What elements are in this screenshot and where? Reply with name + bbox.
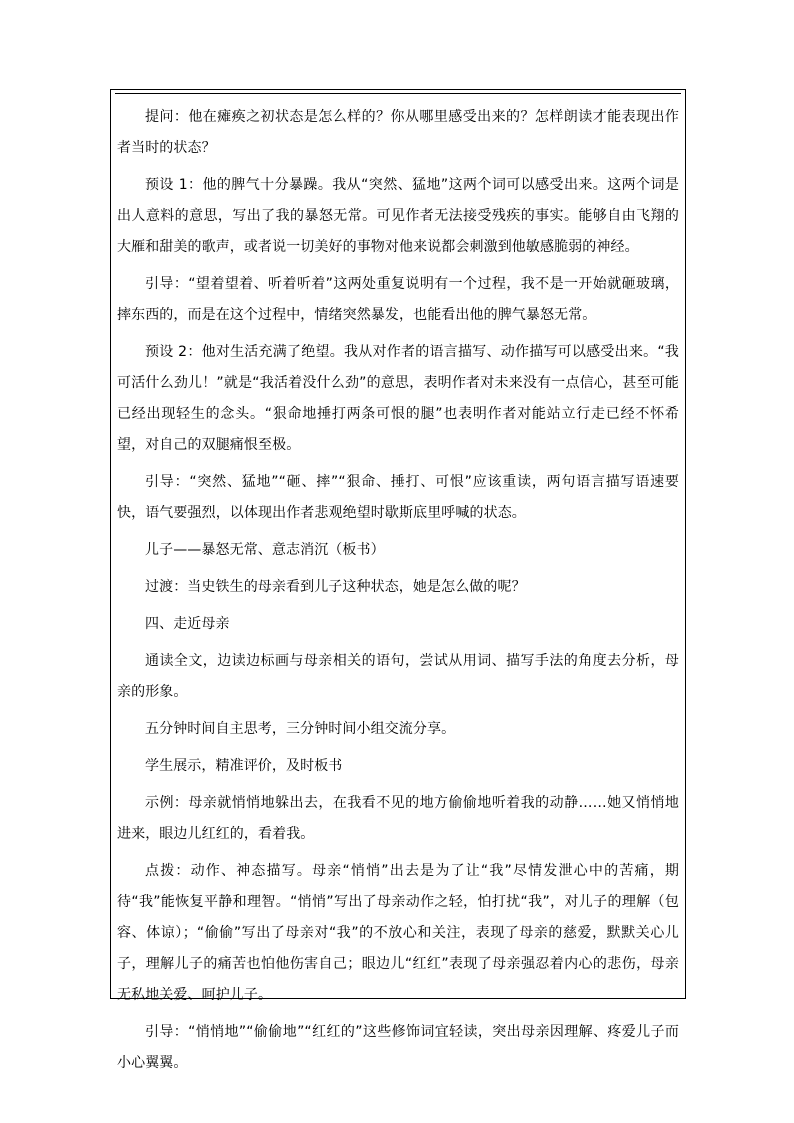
paragraph-guide-2: 引导：“突然、猛地”“砸、摔”“狠命、捶打、可恨”应该重读，两句语言描写语速要快，语气要强烈，以体现出作者悲观绝望时歇斯底里呼喊的状态。	[117, 474, 679, 521]
paragraph-preset-1: 预设 1：他的脾气十分暴躁。我从“突然、猛地”这两个词可以感受出来。这两个词是出人意料的意思，写出了我的暴怒无常。可见作者无法接受残疾的事实。能够自由飞翔的大雁和甜美的歌声，或者说一切美好的事物对他来说都会刺激到他敏感脆弱的神经。	[117, 177, 679, 255]
lesson-text	[117, 102, 679, 1085]
paragraph-transition: 过渡：当史铁生的母亲看到儿子这种状态，她是怎么做的呢？	[145, 579, 526, 595]
paragraph-board-note: 儿子——暴怒无常、意志消沉（板书）	[145, 542, 385, 558]
paragraph-pointer: 点拨：动作、神态描写。母亲“悄悄”出去是为了让“我”尽情发泄心中的苦痛，期待“我”能恢复平静和理智。“悄悄”写出了母亲动作之轻，怕打扰“我”，对儿子的理解（包容、体谅）；“偷偷”写出了母亲对“我”的不放心和关注，表现了母亲的慈爱，默默关心儿子，理解儿子的痛苦也怕他伤害自己；眼边儿“红红”表现了母亲强忍着内心的悲伤，母亲无私地关爱、呵护儿子。	[117, 863, 679, 1003]
paragraph-example: 示例：母亲就悄悄地躲出去，在我看不见的地方偷偷地听着我的动静……她又悄悄地进来，眼边儿红红的，看着我。	[117, 795, 679, 842]
paragraph-guide-3: 引导：“悄悄地”“偷偷地”“红红的”这些修饰词宜轻读，突出母亲因理解、疼爱儿子而小心翼翼。	[117, 1024, 679, 1071]
paragraph-time-plan: 五分钟时间自主思考，三分钟时间小组交流分享。	[145, 721, 456, 737]
paragraph-reading-task: 通读全文，边读边标画与母亲相关的语句，尝试从用词、描写手法的角度去分析，母亲的形象。	[117, 653, 679, 700]
paragraph-guide-1: 引导：“望着望着、听着听着”这两处重复说明有一个过程，我不是一开始就砸玻璃，摔东西的，而是在这个过程中，情绪突然暴发，也能看出他的脾气暴怒无常。	[117, 276, 679, 323]
section-heading-mother: 四、走近母亲	[145, 616, 230, 632]
paragraph-preset-2: 预设 2：他对生活充满了绝望。我从对作者的语言描写、动作描写可以感受出来。“我可活什么劲儿！”就是“我活着没什么劲”的意思，表明作者对未来没有一点信心，甚至可能已经出现轻生的念头。“狠命地捶打两条可恨的腿”也表明作者对能站立行走已经不怀希望，对自己的双腿痛恨至极。	[117, 344, 679, 453]
paragraph-question: 提问：他在瘫痪之初状态是怎么样的？你从哪里感受出来的？怎样朗读才能表现出作者当时的状态？	[117, 109, 679, 156]
table-cell-frame	[110, 89, 686, 1071]
paragraph-student-show: 学生展示，精准评价，及时板书	[145, 758, 343, 774]
